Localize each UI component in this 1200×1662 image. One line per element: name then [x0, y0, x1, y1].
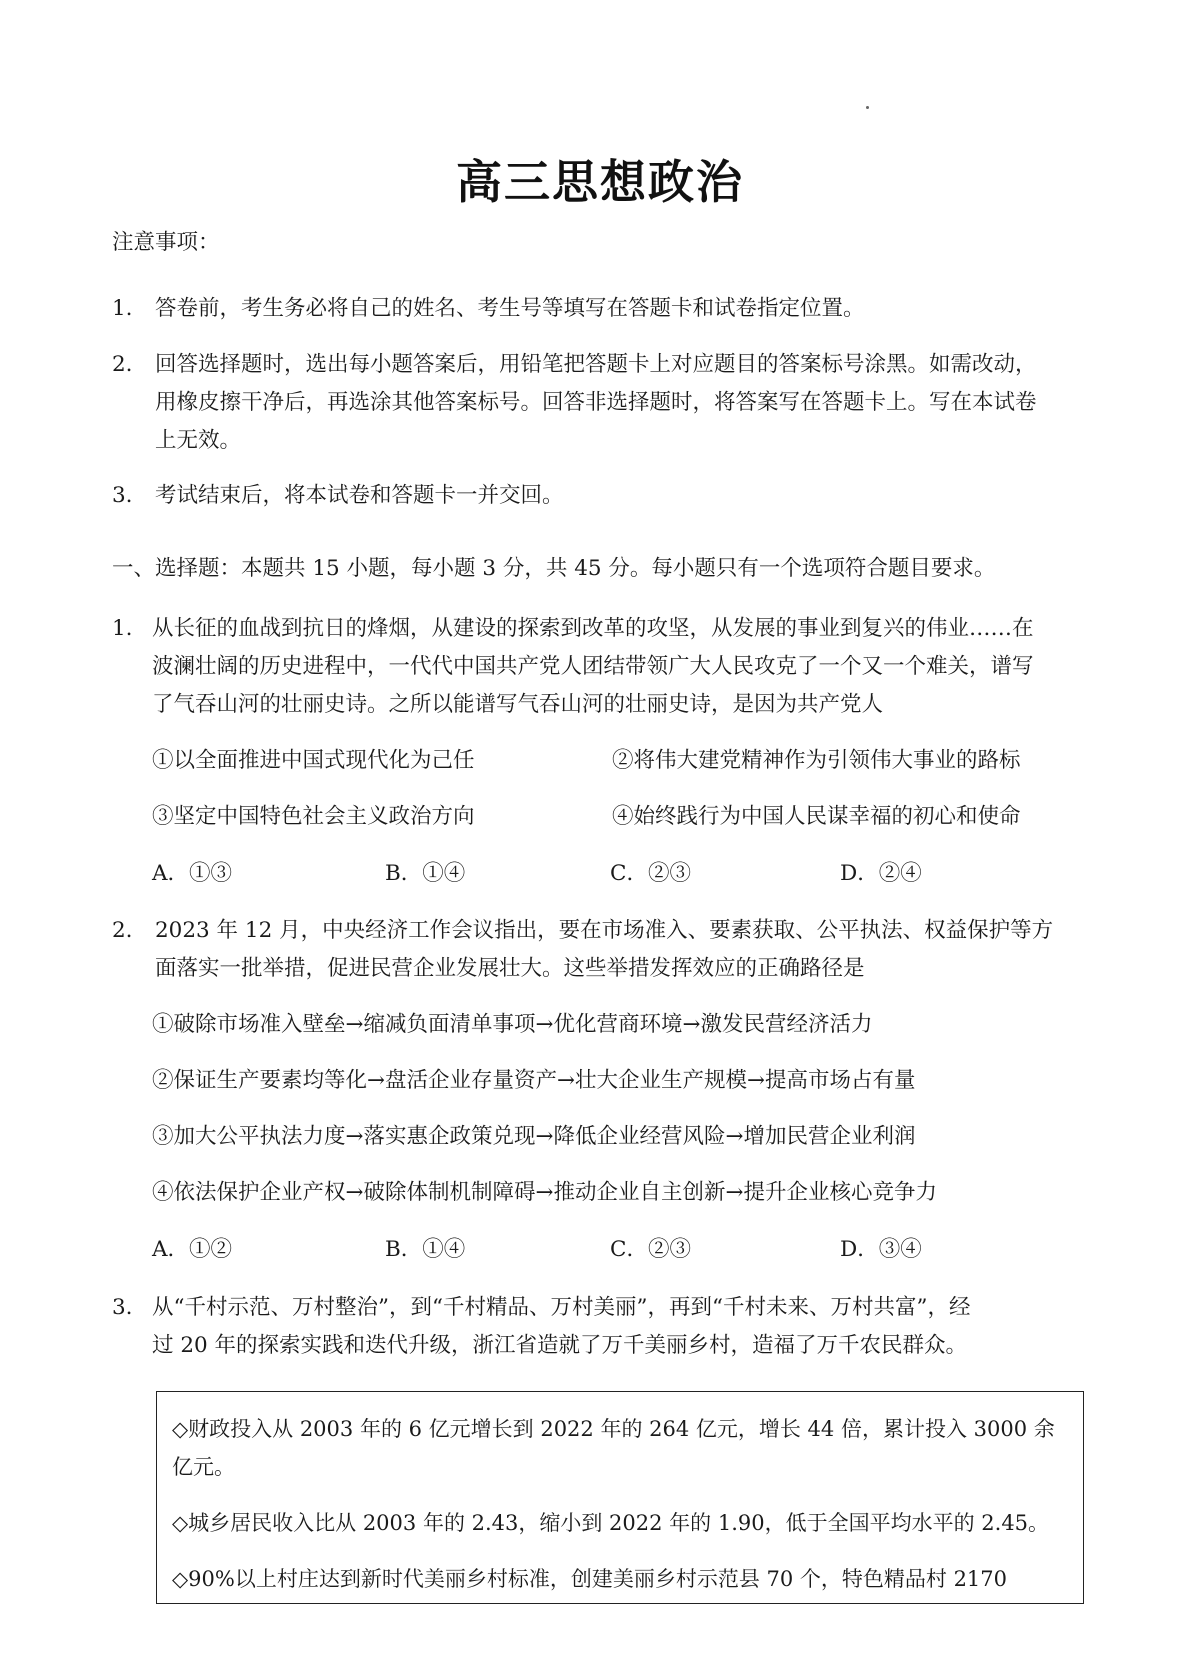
page-title: 高三思想政治	[456, 155, 744, 209]
statement: ④依法保护企业产权→破除体制机制障碍→推动企业自主创新→提升企业核心竞争力	[152, 1180, 938, 1205]
option-a: A．①②	[152, 1237, 233, 1262]
statement: ②将伟大建党精神作为引领伟大事业的路标	[612, 748, 1021, 773]
notice-item-number: 2.	[112, 352, 133, 377]
statement: ②保证生产要素均等化→盘活企业存量资产→壮大企业生产规模→提高市场占有量	[152, 1068, 916, 1093]
question-stem: 面落实一批举措，促进民营企业发展壮大。这些举措发挥效应的正确路径是	[155, 956, 865, 981]
notice-item-text: 回答选择题时，选出每小题答案后，用铅笔把答题卡上对应题目的答案标号涂黑。如需改动，	[155, 352, 1037, 377]
option-d: D．②④	[840, 861, 922, 886]
question-stem: 过 20 年的探索实践和迭代升级，浙江省造就了万千美丽乡村，造福了万千农民群众。	[152, 1333, 968, 1358]
material-line: 亿元。	[172, 1455, 235, 1479]
option-b: B．①④	[385, 861, 466, 886]
notice-heading: 注意事项：	[112, 230, 220, 255]
notice-item-text: 考试结束后，将本试卷和答题卡一并交回。	[155, 483, 564, 508]
material-line: ◇城乡居民收入比从 2003 年的 2.43，缩小到 2022 年的 1.90，低于全国平均水平的 2.45。	[172, 1511, 1050, 1535]
statement: ①以全面推进中国式现代化为己任	[152, 748, 475, 773]
question-number: 2.	[112, 918, 133, 943]
notice-item-number: 1.	[112, 296, 133, 321]
statement: ④始终践行为中国人民谋幸福的初心和使命	[612, 804, 1021, 829]
notice-item-number: 3.	[112, 483, 133, 508]
question-stem: 从“千村示范、万村整治”，到“千村精品、万村美丽”，再到“千村未来、万村共富”，经	[152, 1295, 971, 1320]
material-line: ◇财政投入从 2003 年的 6 亿元增长到 2022 年的 264 亿元，增长 44 倍，累计投入 3000 余	[172, 1417, 1055, 1441]
material-line: ◇90%以上村庄达到新时代美丽乡村标准，创建美丽乡村示范县 70 个，特色精品村 2170	[172, 1567, 1008, 1591]
notice-item-text: 用橡皮擦干净后，再选涂其他答案标号。回答非选择题时，将答案写在答题卡上。写在本试卷	[155, 390, 1037, 415]
notice-item-text: 上无效。	[155, 428, 242, 453]
statement: ③坚定中国特色社会主义政治方向	[152, 804, 475, 829]
option-c: C．②③	[610, 1237, 691, 1262]
question-stem: 从长征的血战到抗日的烽烟，从建设的探索到改革的攻坚，从发展的事业到复兴的伟业……在	[152, 616, 1034, 641]
statement: ①破除市场准入壁垒→缩减负面清单事项→优化营商环境→激发民营经济活力	[152, 1012, 873, 1037]
section-heading: 一、选择题：本题共 15 小题，每小题 3 分，共 45 分。每小题只有一个选项符合题目要求。	[112, 556, 996, 581]
notice-item-text: 答卷前，考生务必将自己的姓名、考生号等填写在答题卡和试卷指定位置。	[155, 296, 865, 321]
question-stem: 2023 年 12 月，中央经济工作会议指出，要在市场准入、要素获取、公平执法、权益保护等方	[155, 918, 1054, 943]
question-number: 3.	[112, 1295, 133, 1320]
option-b: B．①④	[385, 1237, 466, 1262]
option-c: C．②③	[610, 861, 691, 886]
question-stem: 波澜壮阔的历史进程中，一代代中国共产党人团结带领广大人民攻克了一个又一个难关，谱写	[152, 654, 1034, 679]
question-number: 1.	[112, 616, 133, 641]
scan-dot	[866, 106, 869, 109]
option-d: D．③④	[840, 1237, 922, 1262]
question-stem: 了气吞山河的壮丽史诗。之所以能谱写气吞山河的壮丽史诗，是因为共产党人	[152, 692, 884, 717]
statement: ③加大公平执法力度→落实惠企政策兑现→降低企业经营风险→增加民营企业利润	[152, 1124, 916, 1149]
option-a: A．①③	[152, 861, 233, 886]
